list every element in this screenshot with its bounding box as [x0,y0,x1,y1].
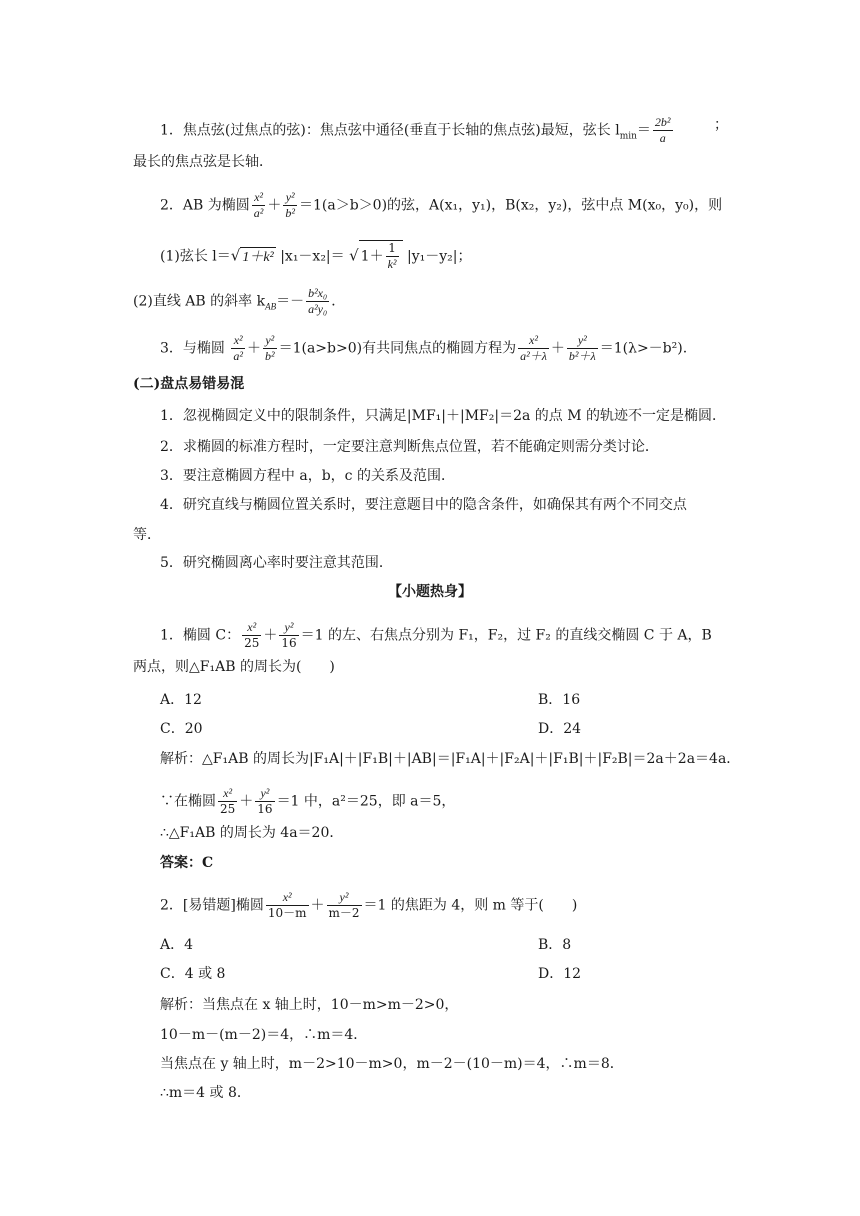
option-d: D．24 [538,721,582,737]
fraction: $\frac{\text{y²}}{\text{b²}}$ [285,190,295,220]
text: ＝ [636,122,651,139]
solution-line: 10－m－(m－2)＝4，∴m＝4． [160,1027,368,1043]
solution-line: ∴m＝4 或 8． [160,1085,251,1101]
fraction: $\frac{\text{x²}}{\text{a²}}$ [253,190,264,220]
answer-line: 答案：C [160,855,214,871]
option-a: A．12 [160,692,202,708]
list-item: 5．研究椭圆离心率时要注意其范围． [160,555,393,571]
line-end-mark: ； [714,117,728,133]
option-a: A．4 [160,937,194,953]
list-item-cont: 等． [133,527,161,543]
list-item: 4．研究直线与椭圆位置关系时，要注意题目中的隐含条件，如确保其有两个不同交点 [160,497,687,513]
solution-line: ∴△F₁AB 的周长为 4a＝20． [160,825,344,841]
option-row [160,964,860,984]
option-d: D．12 [538,966,582,982]
solution-line: ∵在椭圆 $\frac{\text{x²}}{25}$ ＋ $\frac{\text{y²}}{16}$ ＝1 中，a²＝25，即 a＝5， [160,786,456,816]
chord-length-line: (1)弦长 l＝√ 1＋k² |x₁－x₂|＝ √ 1＋ $\frac{1}{\text{k²}}$ |y₁－y₂|； [160,241,472,271]
option-c: C．20 [160,721,203,737]
subscript: min [619,131,637,142]
text: 1．焦点弦(过焦点的弦)：焦点弦中通径(垂直于长轴的焦点弦)最短，弦长 l [160,122,620,139]
radical: 1＋ $\frac{1}{\text{k²}}$ [359,240,403,272]
solution-line: 解析：当焦点在 x 轴上时，10－m>m－2>0， [160,997,459,1013]
list-item: 1．忽视椭圆定义中的限制条件，只满足|MF₁|＋|MF₂|＝2a 的点 M 的轨迹不一定是椭圆． [160,408,727,424]
longest-chord-line: 最长的焦点弦是长轴． [133,154,273,170]
section-heading: (二)盘点易错易混 [133,376,245,392]
section-heading: 【小题热身】 [388,584,472,600]
question-2: 2．[易错题]椭圆 $\frac{\text{x²}}{10-m}$ ＋ $\frac{\text{y²}}{m-2}$ ＝1 的焦距为 4，则 m 等于( ) [160,890,578,920]
option-b: B．8 [538,937,572,953]
chord-ab-line: 2．AB 为椭圆 $\frac{\text{x²}}{\text{a²}}$ ＋ $\frac{\text{y²}}{\text{b²}}$ ＝1(a＞b＞0)的弦，A(x₁，y₁)，B(x₂，y₂)，弦中点 M(x₀，y₀)，则 [160,190,723,220]
option-row [160,690,860,710]
fraction: $\frac{\text{b²x₀}}{\text{a²y₀}}$ [308,286,328,316]
fraction: $\frac{\text{2b²}}{a}$ [654,115,671,145]
option-row [160,935,860,955]
option-row [160,719,860,739]
solution-line: 当焦点在 y 轴上时，m－2>10－m>0，m－2－(10－m)＝4，∴m＝8． [160,1056,624,1072]
solution-line: 解析：△F₁AB 的周长为|F₁A|＋|F₁B|＋|AB|＝|F₁A|＋|F₂A|＋|F₁B|＋|F₂B|＝2a＋2a＝4a． [160,751,741,767]
question-1: 1．椭圆 C： $\frac{\text{x²}}{25}$ ＋ $\frac{\text{y²}}{16}$ ＝1 的左、右焦点分别为 F₁，F₂，过 F₂ 的直线交椭圆 C 于 A，B [160,620,712,650]
option-c: C．4 或 8 [160,966,226,982]
list-item: 3．要注意椭圆方程中 a，b，c 的关系及范围． [160,468,455,484]
cofocal-ellipse-line: 3．与椭圆 $\frac{\text{x²}}{\text{a²}}$ ＋ $\frac{\text{y²}}{\text{b²}}$ ＝1(a>b>0)有共同焦点的椭圆方程为 $\frac{\text{x²}}{\text{a²＋λ}}$ ＋ $\frac{\text{y²}}{\text{b²＋λ}}$ ＝1(λ>－b²). [160,333,688,363]
slope-line: (2)直线 AB 的斜率 $k_{AB}=-$ $\frac{\text{b²x₀}}{\text{a²y₀}}$ ． [133,286,346,316]
list-item: 2．求椭圆的标准方程时，一定要注意判断焦点位置，若不能确定则需分类讨论． [160,439,659,455]
focal-chord-line [160,115,860,146]
question-1-cont: 两点，则△F₁AB 的周长为( ) [133,659,335,675]
option-b: B．16 [538,692,581,708]
